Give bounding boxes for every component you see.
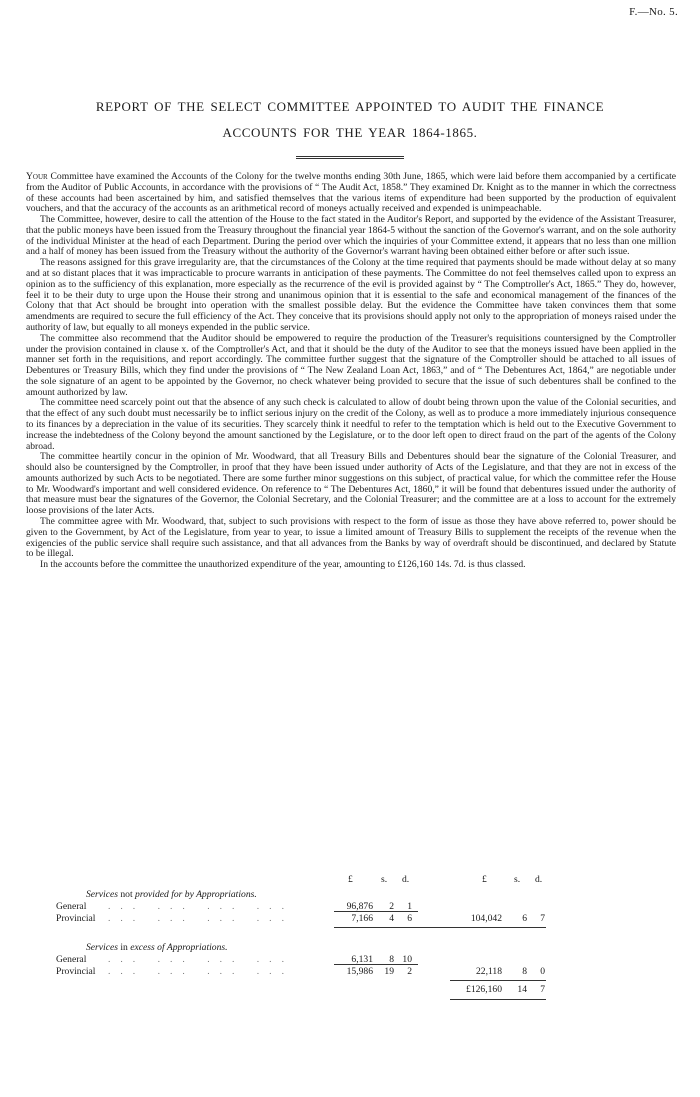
page-reference: F.—No. 5. — [629, 6, 678, 18]
paragraph-1 — [26, 172, 676, 215]
paragraph-3: The reasons assigned for this grave irregularity are, that the circumstances of the Colony at the time required that payments should be made without delay at so many and at so distant places that it was impracticable to procure warrants in anticipation of these payments. The Committee do not feel themselves called upon to express an opinion as to the sufficiency of this explanation, more especially as the recurrence of the evil is provided against by “ The Comptroller's Act, 1865.” They do, however, feel it to be their duty to urge upon the House their strong and unanimous opinion that it is essential to the safe and economical management of the finances of the Colony that that Act should be brought into operation with the smallest possible delay. But the evidence the Committee have taken convinces them that some amendments are required to secure the full efficiency of the Act. They conceive that its provisions should apply not only to the appropriation of moneys raised under the authority of law, but equally to all moneys expended in the public service. — [26, 257, 676, 333]
grand-total-pence: 7 — [540, 984, 545, 995]
leader-dots: ... ... ... ... — [108, 966, 294, 977]
section-1-total-shillings: 6 — [522, 913, 527, 924]
report-body — [26, 172, 676, 571]
col-header-shillings-2: s. — [514, 874, 521, 885]
section-1-heading-not: not — [120, 889, 133, 900]
paragraph-7: The committee agree with Mr. Woodward, that, subject to such provisions with respect to the form of issue as those they have above referred to, power should be given to the Government, by Act of the Legislature, from year to year, to issue a limited amount of Treasury Bills to supplement the receipts of the revenue when the exigencies of the public service shall require such assistance, and that all advances from the Banks by way of overdraft should be discontinued, and declared by Statute to be illegal. — [26, 516, 676, 560]
col-header-shillings-1: s. — [381, 874, 388, 885]
row-shillings: 19 — [384, 966, 394, 977]
section-rule — [334, 927, 546, 928]
leader-dots: ... ... ... ... — [108, 901, 294, 912]
leader-dots: ... ... ... ... — [108, 954, 294, 965]
row-label: General — [56, 901, 87, 912]
row-pounds: 6,131 — [351, 954, 373, 965]
section-1-total-pounds: 104,042 — [470, 913, 502, 924]
title-double-rule — [296, 156, 404, 159]
row-label: Provincial — [56, 966, 96, 977]
grand-total-pounds: £126,160 — [466, 984, 502, 995]
paragraph-8: In the accounts before the committee the unauthorized expenditure of the year, amounting to £126,160 14s. 7d. is thus classed. — [40, 559, 526, 571]
row-shillings: 4 — [389, 913, 394, 924]
report-title-line-1: REPORT OF THE SELECT COMMITTEE APPOINTED TO AUDIT THE FINANCE — [95, 99, 605, 114]
paragraph-2: The Committee, however, desire to call the attention of the House to the fact stated in the Auditor's Report, and supported by the evidence of the Assistant Treasurer, that the public moneys have been issued from the Treasury throughout the financial year 1864-5 without the sanction of the Governor's warrant, and on the sole authority of the individual Minister at the head of each Department. During the period over which the inquiries of your Committee extend, it appears that no less than one million and a half of money has been issued from the Treasury without the authority of the Governor's warrant having been obtained either before or after such issue. — [26, 214, 676, 258]
row-label: Provincial — [56, 913, 96, 924]
row-pounds: 96,876 — [346, 901, 373, 912]
report-title-line-2: ACCOUNTS FOR THE YEAR 1864-1865. — [222, 125, 478, 140]
col-header-pence-2: d. — [535, 874, 543, 885]
paragraph-1-lead: Your — [26, 171, 48, 182]
subtotal-rule — [334, 911, 418, 912]
row-pence: 6 — [407, 913, 412, 924]
col-header-pounds-1: £ — [348, 874, 353, 885]
row-pence: 2 — [407, 966, 412, 977]
table-column-headers — [26, 874, 676, 887]
section-2-heading-pre: Services — [86, 942, 118, 953]
section-2-total-pence: 0 — [540, 966, 545, 977]
paragraph-4: The committee also recommend that the Auditor should be empowered to require the production of the Treasurer's requisitions countersigned by the Comptroller under the provision contained in clause x. of the Comptroller's Act, and that it should be the duty of the Auditor to see that the moneys issued have been applied in the manner set forth in the requisitions, and report accordingly. The committee further suggest that the signature of the Comptroller should be attached to all issues of Debentures or Treasury Bills, which they find under the provisions of “ The New Zealand Loan Act, 1863,” and of “ The Debentures Act, 1864,” are negotiable under the sole signature of an agent to be appointed by the Governor, no check whatever being provided to secure that the issue of such debentures shall be confined to the amount authorized by law. — [26, 332, 676, 398]
row-shillings: 2 — [389, 901, 394, 912]
total-rule — [450, 980, 546, 981]
section-2-total-pounds: 22,118 — [475, 966, 502, 977]
section-2-heading-post: excess of Appropriations. — [130, 942, 228, 953]
paragraph-1-text: Committee have examined the Accounts of the Colony for the twelve months ending 30th June, 1865, which were laid before them accompanied by a certificate from the Auditor of Public Accounts, in accordance with the provisions of “ The Audit Act, 1858.” They examined Dr. Knight as to the manner in which the correctness of these accounts had been ascertained by him, and satisfied themselves that the various items of expenditure had been supported by the production of equivalent vouchers, and that the accuracy of the accounts as an arithmetical record of moneys actually received and expended is unimpeachable. — [26, 171, 676, 215]
row-pence: 1 — [407, 901, 412, 912]
row-pounds: 15,986 — [346, 966, 373, 977]
section-2-heading-in: in — [120, 942, 128, 953]
grand-total-row — [26, 984, 676, 997]
subtotal-rule — [334, 964, 418, 965]
col-header-pence-1: d. — [402, 874, 410, 885]
section-2-total-shillings: 8 — [522, 966, 527, 977]
section-1-heading-pre: Services — [86, 889, 118, 900]
section-1-total-pence: 7 — [540, 913, 545, 924]
leader-dots: ... ... ... ... — [108, 913, 294, 924]
table-row — [26, 966, 676, 979]
paragraph-6: The committee heartily concur in the opinion of Mr. Woodward, that all Treasury Bills and Debentures should bear the signature of the Colonial Treasurer, and should also be countersigned by the Comptroller, in proof that they have been issued under authority of Acts of the Legislature, and that they are not in excess of the amounts authorized by such Acts to be negotiated. There are some further minor suggestions on this subject, of practical value, for which the committee refer the House to Mr. Woodward's important and well considered evidence. On reference to “ The Debentures Act, 1860,” it will be found that debentures issued under the authority of that measure must bear the signatures of the Governor, the Colonial Secretary, and the Colonial Treasurer; and the committee are at a loss to account for the extremely loose provisions of the later Acts. — [26, 451, 676, 517]
section-1-heading-post: provided for by Appropriations. — [135, 889, 257, 900]
row-shillings: 8 — [389, 954, 394, 965]
grand-total-rule — [450, 999, 546, 1000]
paragraph-5: The committee need scarcely point out that the absence of any such check is calculated to allow of doubt being thrown upon the value of the Colonial securities, and that the effect of any such doubt must necessarily be to inflict serious injury on the credit of the Colony, as well as to produce a more immediately injurious consequence to its finances by a depreciation in the value of its securities. They scarcely think it needful to refer to the temptation which is held out to the Executive Government to increase the indebtedness of the Colony beyond the amount sanctioned by the Legislature, or to the door left open to direct fraud on the part of the agents of the Colony abroad. — [26, 397, 676, 452]
row-label: General — [56, 954, 87, 965]
table-row — [26, 913, 676, 926]
row-pence: 10 — [402, 954, 412, 965]
col-header-pounds-2: £ — [482, 874, 487, 885]
row-pounds: 7,166 — [351, 913, 373, 924]
grand-total-shillings: 14 — [517, 984, 527, 995]
